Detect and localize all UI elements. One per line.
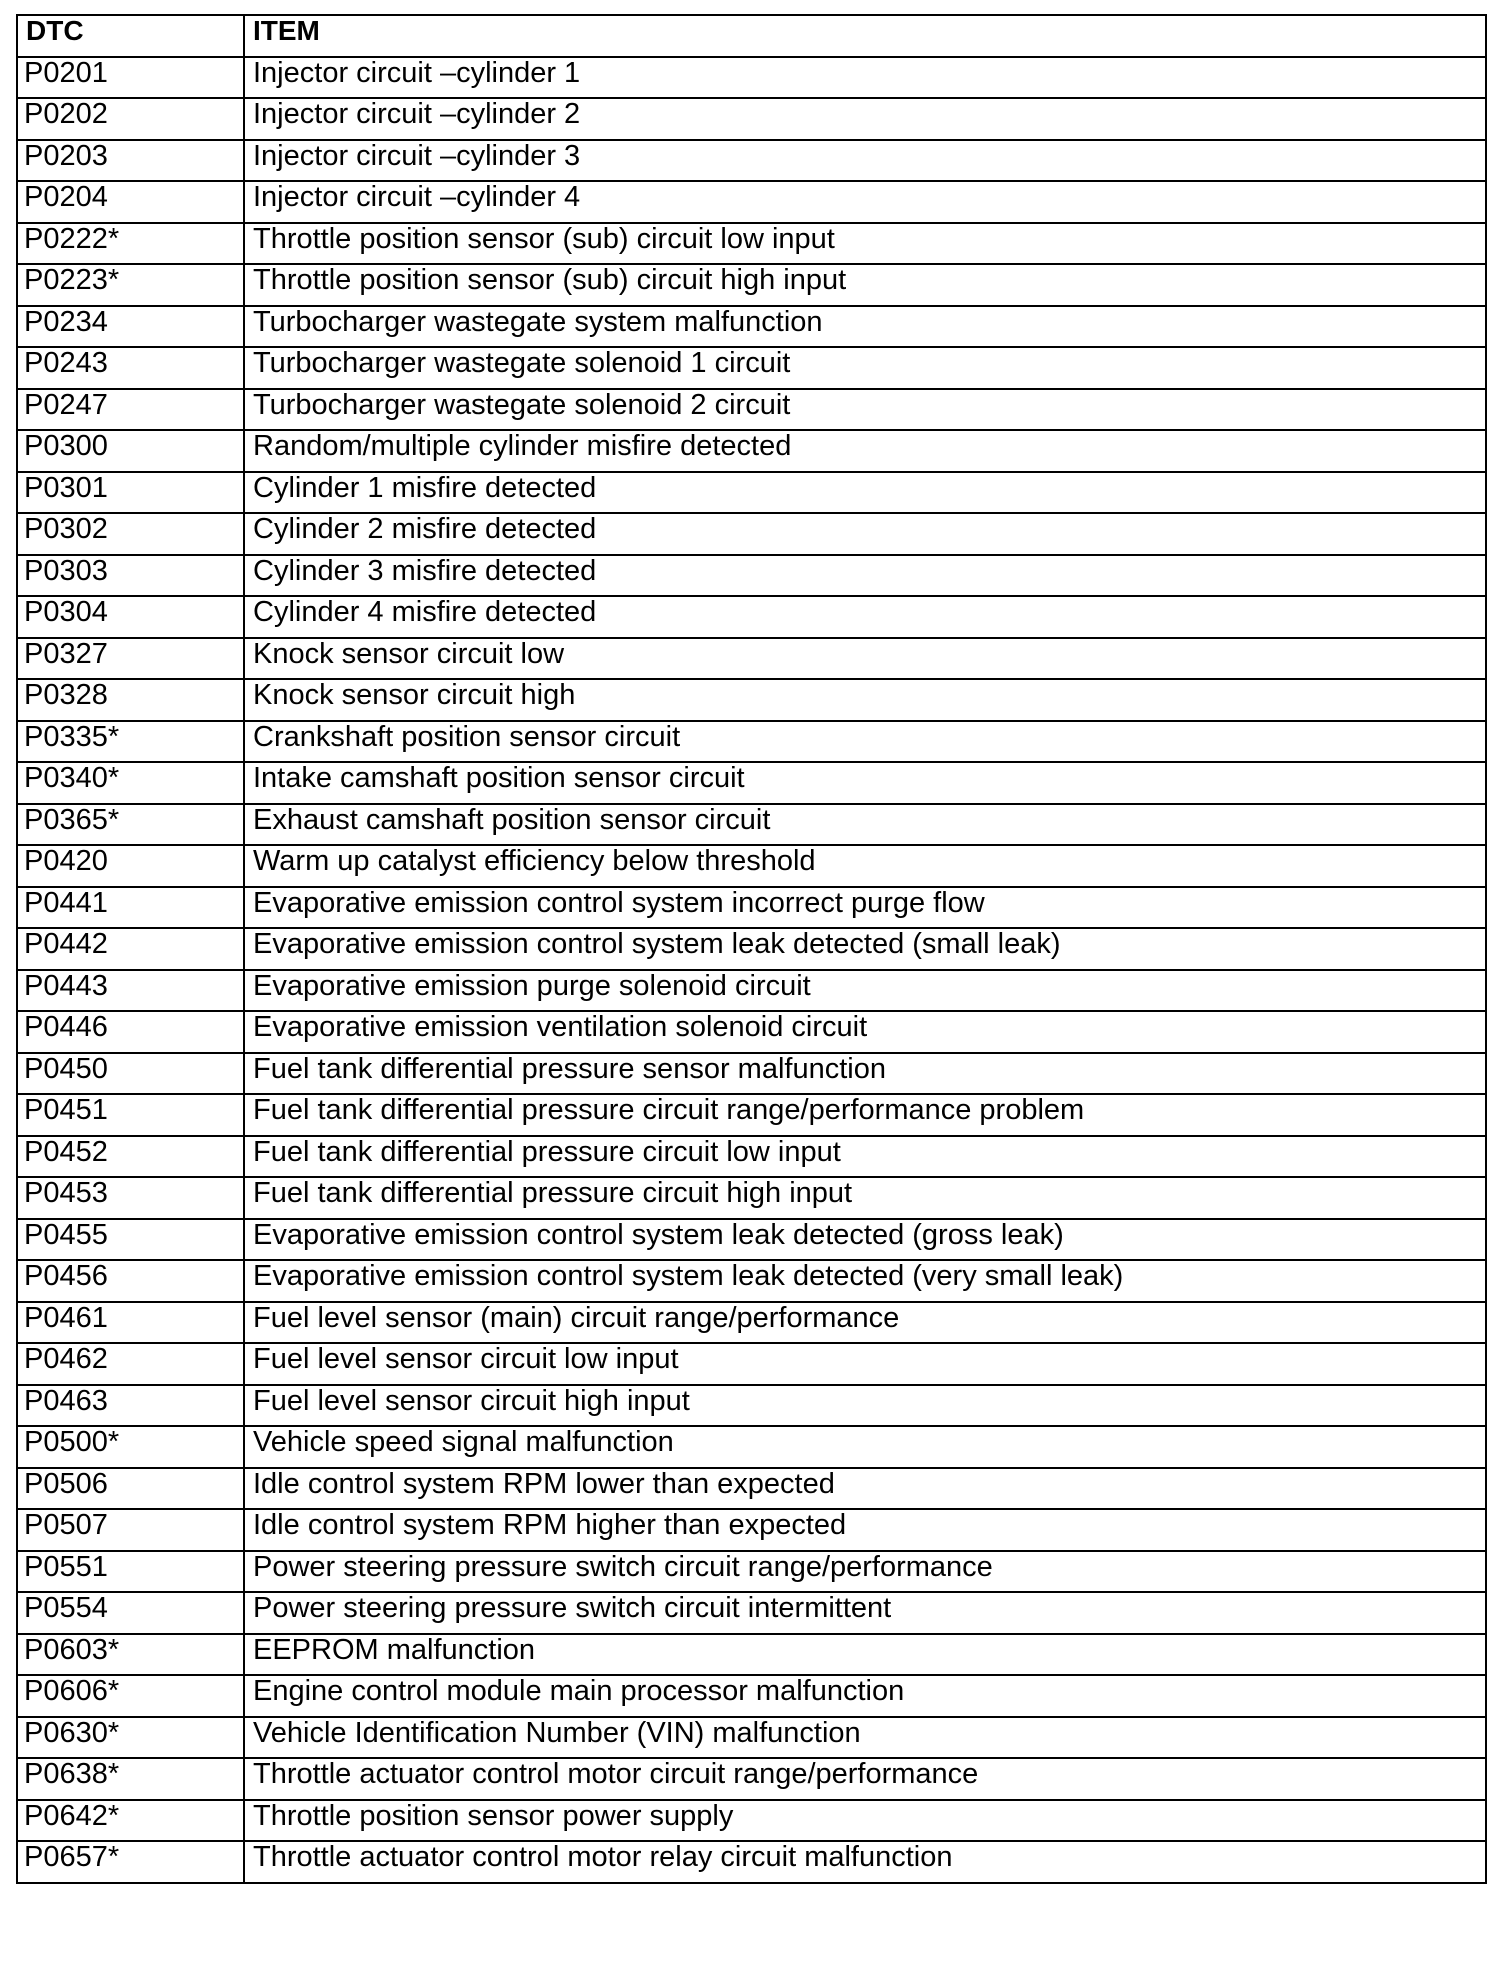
dtc-code-cell: P0453: [17, 1177, 244, 1219]
dtc-item-cell: Injector circuit –cylinder 1: [244, 57, 1486, 99]
dtc-code-cell: P0365*: [17, 804, 244, 846]
dtc-code-cell: P0443: [17, 970, 244, 1012]
dtc-item-cell: Turbocharger wastegate system malfunction: [244, 306, 1486, 348]
table-row: [17, 1094, 1486, 1136]
dtc-item-cell: Power steering pressure switch circuit intermittent: [244, 1592, 1486, 1634]
dtc-item-cell: Fuel tank differential pressure sensor malfunction: [244, 1053, 1486, 1095]
dtc-code-cell: P0328: [17, 679, 244, 721]
table-row: [17, 306, 1486, 348]
dtc-item-cell: Injector circuit –cylinder 3: [244, 140, 1486, 182]
dtc-code-cell: P0463: [17, 1385, 244, 1427]
table-row: [17, 98, 1486, 140]
dtc-code-cell: P0657*: [17, 1841, 244, 1883]
dtc-code-cell: P0247: [17, 389, 244, 431]
dtc-code-cell: P0451: [17, 1094, 244, 1136]
table-row: [17, 638, 1486, 680]
dtc-item-cell: Turbocharger wastegate solenoid 1 circuit: [244, 347, 1486, 389]
dtc-code-cell: P0450: [17, 1053, 244, 1095]
dtc-code-cell: P0420: [17, 845, 244, 887]
table-row: [17, 347, 1486, 389]
dtc-item-cell: Fuel tank differential pressure circuit low input: [244, 1136, 1486, 1178]
dtc-code-cell: P0223*: [17, 264, 244, 306]
dtc-code-cell: P0222*: [17, 223, 244, 265]
table-body: [17, 57, 1486, 1883]
dtc-item-cell: Engine control module main processor malfunction: [244, 1675, 1486, 1717]
dtc-item-cell: Knock sensor circuit low: [244, 638, 1486, 680]
dtc-item-cell: Evaporative emission control system leak detected (very small leak): [244, 1260, 1486, 1302]
table-row: [17, 845, 1486, 887]
dtc-table: [16, 14, 1487, 1884]
table-row: [17, 887, 1486, 929]
table-row: [17, 1302, 1486, 1344]
table-row: [17, 928, 1486, 970]
table-row: [17, 1509, 1486, 1551]
dtc-item-cell: Cylinder 3 misfire detected: [244, 555, 1486, 597]
table-row: [17, 1260, 1486, 1302]
table-row: [17, 57, 1486, 99]
dtc-item-cell: Throttle position sensor (sub) circuit high input: [244, 264, 1486, 306]
table-row: [17, 1841, 1486, 1883]
table-row: [17, 1177, 1486, 1219]
table-row: [17, 1385, 1486, 1427]
dtc-code-cell: P0302: [17, 513, 244, 555]
dtc-item-cell: EEPROM malfunction: [244, 1634, 1486, 1676]
dtc-item-cell: Crankshaft position sensor circuit: [244, 721, 1486, 763]
table-row: [17, 513, 1486, 555]
dtc-code-cell: P0603*: [17, 1634, 244, 1676]
dtc-code-cell: P0461: [17, 1302, 244, 1344]
dtc-code-cell: P0642*: [17, 1800, 244, 1842]
dtc-item-cell: Throttle position sensor (sub) circuit low input: [244, 223, 1486, 265]
dtc-code-cell: P0554: [17, 1592, 244, 1634]
header-dtc: DTC: [17, 15, 244, 57]
dtc-item-cell: Evaporative emission purge solenoid circuit: [244, 970, 1486, 1012]
table-row: [17, 1675, 1486, 1717]
dtc-code-cell: P0303: [17, 555, 244, 597]
table-row: [17, 1343, 1486, 1385]
table-row: [17, 472, 1486, 514]
dtc-item-cell: Power steering pressure switch circuit range/performance: [244, 1551, 1486, 1593]
dtc-code-cell: P0630*: [17, 1717, 244, 1759]
table-row: [17, 1758, 1486, 1800]
dtc-code-cell: P0456: [17, 1260, 244, 1302]
table-row: [17, 1136, 1486, 1178]
dtc-code-cell: P0441: [17, 887, 244, 929]
table-row: [17, 1800, 1486, 1842]
table-row: [17, 430, 1486, 472]
dtc-code-cell: P0300: [17, 430, 244, 472]
table-row: [17, 596, 1486, 638]
table-row: [17, 1634, 1486, 1676]
dtc-code-cell: P0243: [17, 347, 244, 389]
dtc-item-cell: Fuel level sensor circuit high input: [244, 1385, 1486, 1427]
table-row: [17, 223, 1486, 265]
dtc-code-cell: P0335*: [17, 721, 244, 763]
dtc-item-cell: Warm up catalyst efficiency below threshold: [244, 845, 1486, 887]
table-row: [17, 555, 1486, 597]
dtc-code-cell: P0204: [17, 181, 244, 223]
dtc-code-cell: P0202: [17, 98, 244, 140]
dtc-code-cell: P0638*: [17, 1758, 244, 1800]
dtc-code-cell: P0442: [17, 928, 244, 970]
table-row: [17, 1468, 1486, 1510]
table-row: [17, 1426, 1486, 1468]
table-row: [17, 762, 1486, 804]
dtc-item-cell: Cylinder 4 misfire detected: [244, 596, 1486, 638]
table-row: [17, 1592, 1486, 1634]
dtc-code-cell: P0234: [17, 306, 244, 348]
dtc-code-cell: P0462: [17, 1343, 244, 1385]
dtc-item-cell: Evaporative emission control system incorrect purge flow: [244, 887, 1486, 929]
dtc-item-cell: Vehicle Identification Number (VIN) malfunction: [244, 1717, 1486, 1759]
dtc-item-cell: Evaporative emission control system leak detected (small leak): [244, 928, 1486, 970]
dtc-code-cell: P0340*: [17, 762, 244, 804]
dtc-item-cell: Intake camshaft position sensor circuit: [244, 762, 1486, 804]
dtc-code-cell: P0301: [17, 472, 244, 514]
header-item: ITEM: [244, 15, 1486, 57]
dtc-code-cell: P0506: [17, 1468, 244, 1510]
table-row: [17, 679, 1486, 721]
dtc-item-cell: Evaporative emission ventilation solenoid circuit: [244, 1011, 1486, 1053]
dtc-item-cell: Throttle actuator control motor relay circuit malfunction: [244, 1841, 1486, 1883]
dtc-code-cell: P0446: [17, 1011, 244, 1053]
dtc-item-cell: Turbocharger wastegate solenoid 2 circuit: [244, 389, 1486, 431]
dtc-code-cell: P0203: [17, 140, 244, 182]
dtc-code-cell: P0452: [17, 1136, 244, 1178]
dtc-item-cell: Knock sensor circuit high: [244, 679, 1486, 721]
table-row: [17, 389, 1486, 431]
dtc-code-cell: P0304: [17, 596, 244, 638]
table-row: [17, 264, 1486, 306]
table-row: [17, 1551, 1486, 1593]
dtc-code-cell: P0455: [17, 1219, 244, 1261]
dtc-item-cell: Fuel level sensor circuit low input: [244, 1343, 1486, 1385]
dtc-code-cell: P0201: [17, 57, 244, 99]
dtc-item-cell: Exhaust camshaft position sensor circuit: [244, 804, 1486, 846]
table-header-row: [17, 15, 1486, 57]
dtc-code-cell: P0500*: [17, 1426, 244, 1468]
table-row: [17, 1011, 1486, 1053]
table-row: [17, 140, 1486, 182]
dtc-item-cell: Fuel tank differential pressure circuit range/performance problem: [244, 1094, 1486, 1136]
dtc-item-cell: Fuel level sensor (main) circuit range/performance: [244, 1302, 1486, 1344]
table-row: [17, 1053, 1486, 1095]
dtc-item-cell: Injector circuit –cylinder 4: [244, 181, 1486, 223]
dtc-code-cell: P0606*: [17, 1675, 244, 1717]
table-row: [17, 804, 1486, 846]
dtc-item-cell: Idle control system RPM lower than expected: [244, 1468, 1486, 1510]
table-row: [17, 181, 1486, 223]
dtc-item-cell: Evaporative emission control system leak detected (gross leak): [244, 1219, 1486, 1261]
table-row: [17, 970, 1486, 1012]
dtc-item-cell: Cylinder 1 misfire detected: [244, 472, 1486, 514]
table-row: [17, 1717, 1486, 1759]
dtc-code-cell: P0507: [17, 1509, 244, 1551]
table-row: [17, 721, 1486, 763]
dtc-item-cell: Throttle actuator control motor circuit range/performance: [244, 1758, 1486, 1800]
dtc-item-cell: Fuel tank differential pressure circuit high input: [244, 1177, 1486, 1219]
dtc-item-cell: Idle control system RPM higher than expected: [244, 1509, 1486, 1551]
table-row: [17, 1219, 1486, 1261]
dtc-item-cell: Vehicle speed signal malfunction: [244, 1426, 1486, 1468]
dtc-code-cell: P0551: [17, 1551, 244, 1593]
dtc-item-cell: Cylinder 2 misfire detected: [244, 513, 1486, 555]
dtc-item-cell: Random/multiple cylinder misfire detected: [244, 430, 1486, 472]
dtc-item-cell: Injector circuit –cylinder 2: [244, 98, 1486, 140]
dtc-code-cell: P0327: [17, 638, 244, 680]
dtc-item-cell: Throttle position sensor power supply: [244, 1800, 1486, 1842]
